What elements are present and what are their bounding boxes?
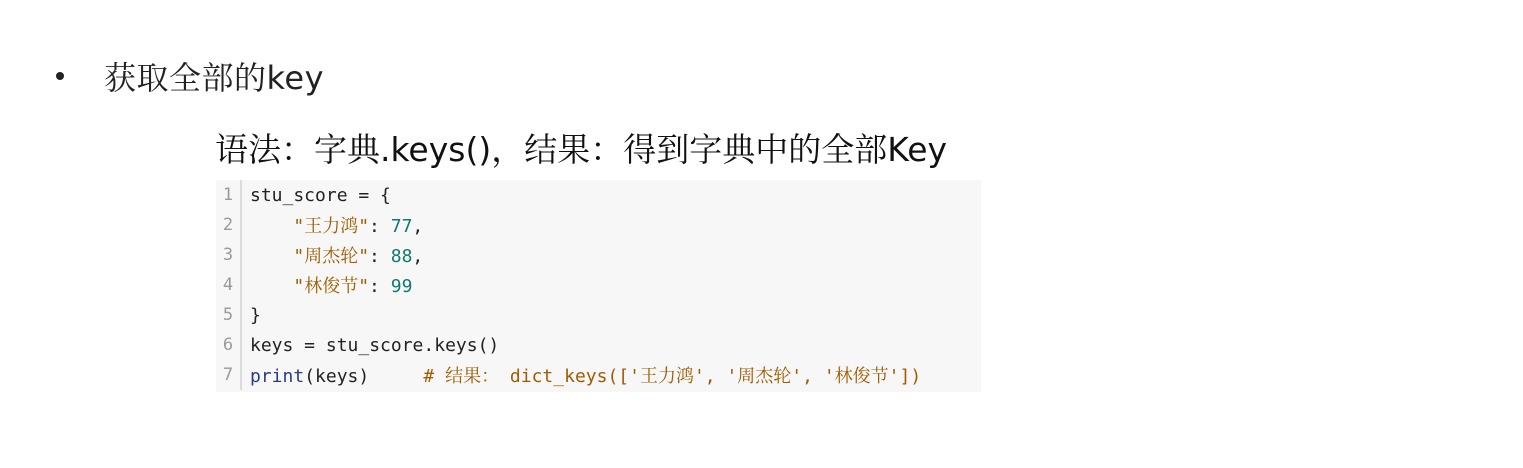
- code-text: [242, 242, 423, 268]
- colon: :: [369, 276, 391, 297]
- dict-value: 77: [390, 216, 413, 237]
- code-text: keys = stu_score.keys(): [250, 334, 500, 356]
- line-number: 6: [216, 330, 242, 360]
- code-text: [242, 362, 921, 388]
- code-comment: # 结果： dict_keys(['王力鸿', '周杰轮', '林俊节']): [423, 366, 922, 387]
- dict-key: "林俊节": [293, 276, 370, 297]
- line-number: 4: [216, 270, 242, 300]
- line-number: 5: [216, 300, 242, 330]
- code-line: [216, 360, 981, 390]
- code-text: stu_score = {: [250, 184, 391, 206]
- code-text: }: [250, 304, 261, 326]
- code-line: [216, 330, 981, 360]
- code-line: [216, 180, 981, 210]
- line-number: 3: [216, 240, 242, 270]
- code-text: [242, 272, 412, 298]
- dict-key: "王力鸿": [293, 216, 370, 237]
- code-line: [216, 240, 981, 270]
- code-line: [216, 210, 981, 240]
- line-number: 7: [216, 360, 242, 390]
- code-block: [216, 180, 981, 392]
- dict-value: 99: [390, 276, 413, 297]
- call-args: (keys): [304, 366, 370, 387]
- bullet-text: 获取全部的key: [104, 59, 325, 97]
- syntax-description: 语法：字典.keys()，结果：得到字典中的全部Key: [215, 130, 948, 169]
- dict-key: "周杰轮": [293, 246, 370, 267]
- comma: ,: [412, 246, 424, 267]
- code-line: [216, 270, 981, 300]
- code-line: [216, 300, 981, 330]
- builtin-function: print: [250, 366, 305, 387]
- dict-value: 88: [390, 246, 413, 267]
- bullet-item: [56, 52, 324, 100]
- colon: :: [369, 246, 391, 267]
- line-number: 2: [216, 210, 242, 240]
- bullet-dot-icon: [56, 72, 64, 80]
- colon: :: [369, 216, 391, 237]
- comma: ,: [412, 216, 424, 237]
- code-text: [242, 212, 423, 238]
- line-number: 1: [216, 180, 242, 210]
